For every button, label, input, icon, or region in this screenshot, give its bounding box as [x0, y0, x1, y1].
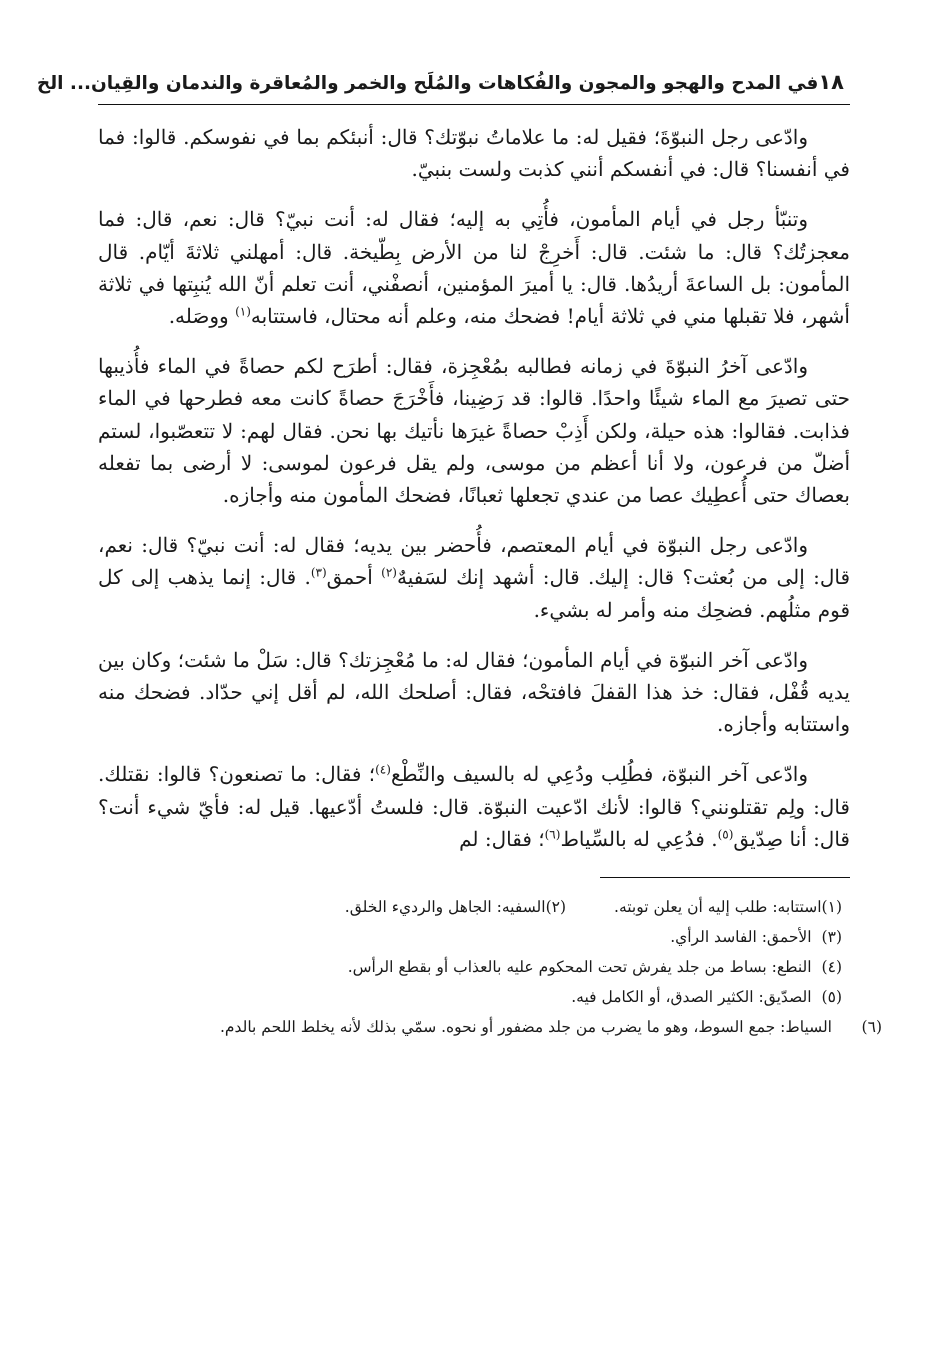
- paragraph-1: وادّعى رجل النبوّةَ؛ فقيل له: ما علاماتُ نبوّتك؟ قال: أنبئكم بما في نفوسكم. قالوا: فما في أنفسنا؟ قال: في أنفسكم أنني كذبت ولست بنبيّ.: [98, 125, 850, 182]
- footnote-row: [98, 892, 842, 922]
- paragraph-4: وادّعى رجل النبوّة في أيام المعتصم، فأُحضر بين يديه؛ فقال له: أنت نبيّ؟ قال: نعم، قال: إلى من بُعثت؟ قال: إليك. قال: أشهد إنك لسَفيهٌ$^{(٢)}$ أحمق$^{(٣)}$. قال: إنما يذهب إلى كل قوم مثلُهم. فضحِك منه وأمر له بشيء.: [98, 533, 851, 622]
- paragraph-5: وادّعى آخر النبوّة في أيام المأمون؛ فقال له: ما مُعْجِزتك؟ قال: سَلْ ما شئت؛ وكان بين يديه قُفْل، فقال: خذ هذا القفلَ فافتحْه، فقال: أصلحك الله، لم أقل إني حدّاد. فضحك منه واستتابه وأجازه.: [98, 647, 850, 737]
- footnote-5: (٥)الصدّيق: الكثير الصدق، أو الكامل فيه.: [571, 988, 842, 1007]
- footnote-1: (١)استتابه: طلب إليه أن يعلن توبته.: [614, 898, 842, 917]
- paragraph-6: وادّعى آخر النبوّة، فطُلِب ودُعِي له بالسيف والنِّطْع$^{(٤)}$؛ فقال: ما تصنعون؟ قالوا: نقتلك. قال: ولِم تقتلونني؟ قالوا: لأنك ادّعيت النبوّة. قال: فلستُ أدّعيها. قيل له: فأيّ شيء أنت؟ قال: أنا صِدّيق$^{(٥)}$. فدُعِي له بالسِّياط$^{(٦)}$؛ فقال: لم: [98, 762, 850, 851]
- page-number: ١٨: [818, 70, 844, 94]
- footnote-2: (٢)السفيه: الجاهل والرديء الخلق.: [344, 898, 567, 917]
- footnote-ref-3[interactable]: (٣): [310, 565, 327, 580]
- footnote-divider: [600, 877, 850, 878]
- main-text: [98, 121, 850, 855]
- footnote-4: (٤)النطع: بساط من جلد يفرش تحت المحكوم عليه بالعذاب أو بقطع الرأس.: [347, 958, 842, 977]
- book-page: [36, 70, 882, 1042]
- footnote-3: (٣)الأحمق: الفاسد الرأي.: [670, 928, 842, 947]
- paragraph-2: وتنبّأ رجل في أيام المأمون، فأُتِي به إليه؛ فقال له: أنت نبيّ؟ قال: نعم، قال: فما معجزتُك؟ قال: ما شئت. قال: أَخرِجْ لنا من الأرض بِطّيخة. قال: أمهلني ثلاثةَ أيّام. قال المأمون: بل الساعةَ أريدُها. قال: يا أميرَ المؤمنين، أنصفْني، أنت تعلم أنّ الله يُنبِتها في ثلاثة أشهر، فلا تقبلها مني في ثلاثة أيام! فضحك منه، وعلم أنه محتال، فاستتابه$^{(١)}$ ووصَله.: [98, 207, 850, 329]
- paragraph-3: وادّعى آخرُ النبوّةَ في زمانه فطالبه بمُعْجِزة، فقال: أطرَح لكم حصاةً في الماء فأُذيبها حتى تصيرَ مع الماء شيئًا واحدًا. قالوا: قد رَضِينا، فأَخْرَجَ حصاةً كانت معه فطرحها في الماء فذابت. فقالوا: هذه حيلة، ولكن أَذِبْ حصاةً غيرَها نأتيك بها نحن. فقال لهم: لا تتعصّبوا، لستم أضلّ من فرعون، ولا أنا أعظم من موسى، ولم يقل فرعون لموسى: لا أرضى بما تفعله بعصاك حتى أُعطِيك عصا من عندي تجعلها ثعبانًا، فضحك المأمون منه وأجازه.: [98, 354, 850, 508]
- footnote-ref-5[interactable]: (٥): [717, 827, 734, 842]
- running-title: في المدح والهجو والمجون والفُكاهات والمُلَح والخمر والمُعاقرة والندمان والقِيان... الخ: [36, 73, 819, 94]
- footnotes: [98, 892, 882, 1042]
- footnote-ref-1[interactable]: (١): [235, 304, 251, 319]
- footnote-ref-6[interactable]: (٦): [544, 827, 561, 842]
- footnote-6: (٦)السياط: جمع السوط، وهو ما يضرب من جلد مضفور أو نحوه. سمّي بذلك لأنه يخلط اللحم بالدم.: [219, 1018, 882, 1037]
- page-header: [36, 70, 850, 105]
- footnote-ref-2[interactable]: (٢): [381, 565, 397, 580]
- footnote-ref-4[interactable]: (٤): [375, 762, 391, 777]
